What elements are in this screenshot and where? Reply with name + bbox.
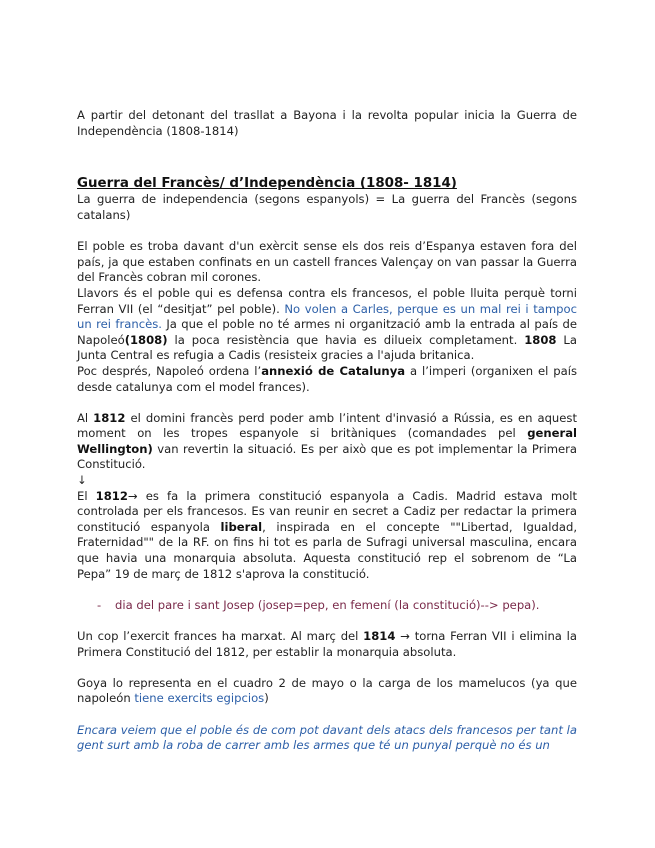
- list-item: [97, 598, 577, 614]
- highlight-note: No volen a Carles, perque es un mal rei i tampoc un rei francès.: [77, 301, 577, 332]
- intro-paragraph: A partir del detonant del trasllat a Bayona i la revolta popular inicia la Guerra de Independència (1808-1814): [77, 108, 577, 138]
- highlight-note: tiene exercits egipcios: [134, 691, 265, 706]
- paragraph-constitution: El 1812→ es fa la primera constitució espanyola a Cadis. Madrid estava molt controlada per els francesos. Es van reunir en secret a Cadiz per redactar la primera constitució espanyola liberal, inspirada en el concepte ""Libertad, Igualdad, Fraternidad"" de la RF. on fins hi tot es parla de Sufragi universal masculina, encara que havia una monarquia absoluta. Aquesta constitució rep el sobrenom de “La Pepa” 19 de març de 1812 s'aprova la constitució.: [77, 488, 578, 581]
- section-title: Guerra del Francès/ d’Independència (1808- 1814): [77, 176, 457, 192]
- paragraph-1812: Al 1812 el domini francès perd poder amb l’intent d'invasió a Rússia, es en aquest moment on les tropes espanyole si britàniques (comandades pel general Wellington) van revertin la situació. Es per això que es pot implementar la Primera Constitució.: [77, 410, 577, 472]
- paragraph-1814: Un cop l’exercit frances ha marxat. Al març del 1814 → torna Ferran VII i elimina la Primera Constitució del 1812, per establir la monarquia absoluta.: [77, 629, 577, 659]
- document-page: [77, 108, 577, 754]
- paragraph-annexation: Poc després, Napoleó ordena l’annexió de Catalunya a l’imperi (organixen el país desde catalunya com el model frances).: [77, 363, 577, 394]
- paragraph-resistance: Llavors és el poble qui es defensa contra els francesos, el poble lluita perquè torni Ferran VII (el “desitjat” pel poble). No volen a Carles, perque es un mal rei i tampoc un rei francès. Ja que el poble no té armes ni organització amb la entrada al país de Napoleó(1808) la poca resistència que havia es dilueix completament. 1808 La Junta Central es refugia a Cadis (resisteix gracies a l'ajuda britanica.: [77, 285, 578, 363]
- section-subtitle: La guerra de independencia (segons espanyols) = La guerra del Francès (segons catalans): [77, 192, 577, 222]
- arrow-down: ↓: [77, 473, 87, 488]
- list-bullet: -: [97, 597, 102, 612]
- list-item-text: dia del pare i sant Josep (josep=pep, en femení (la constitució)--> pepa).: [115, 597, 540, 612]
- paragraph-conclusion: Encara veiem que el poble és de com pot davant dels atacs dels francesos per tant la gent surt amb la roba de carrer amb les armes que té un punyal perquè no és un: [77, 722, 577, 753]
- paragraph-context: El poble es troba davant d'un exèrcit sense els dos reis d’Espanya estaven fora del país, ja que estaben confinats en un castell frances Valençay on van passar la Guerra del Francès cobran mil corones.: [77, 239, 577, 285]
- paragraph-goya: Goya lo representa en el cuadro 2 de mayo o la carga de los mamelucos (ya que napoleón tiene exercits egipcios): [77, 675, 577, 706]
